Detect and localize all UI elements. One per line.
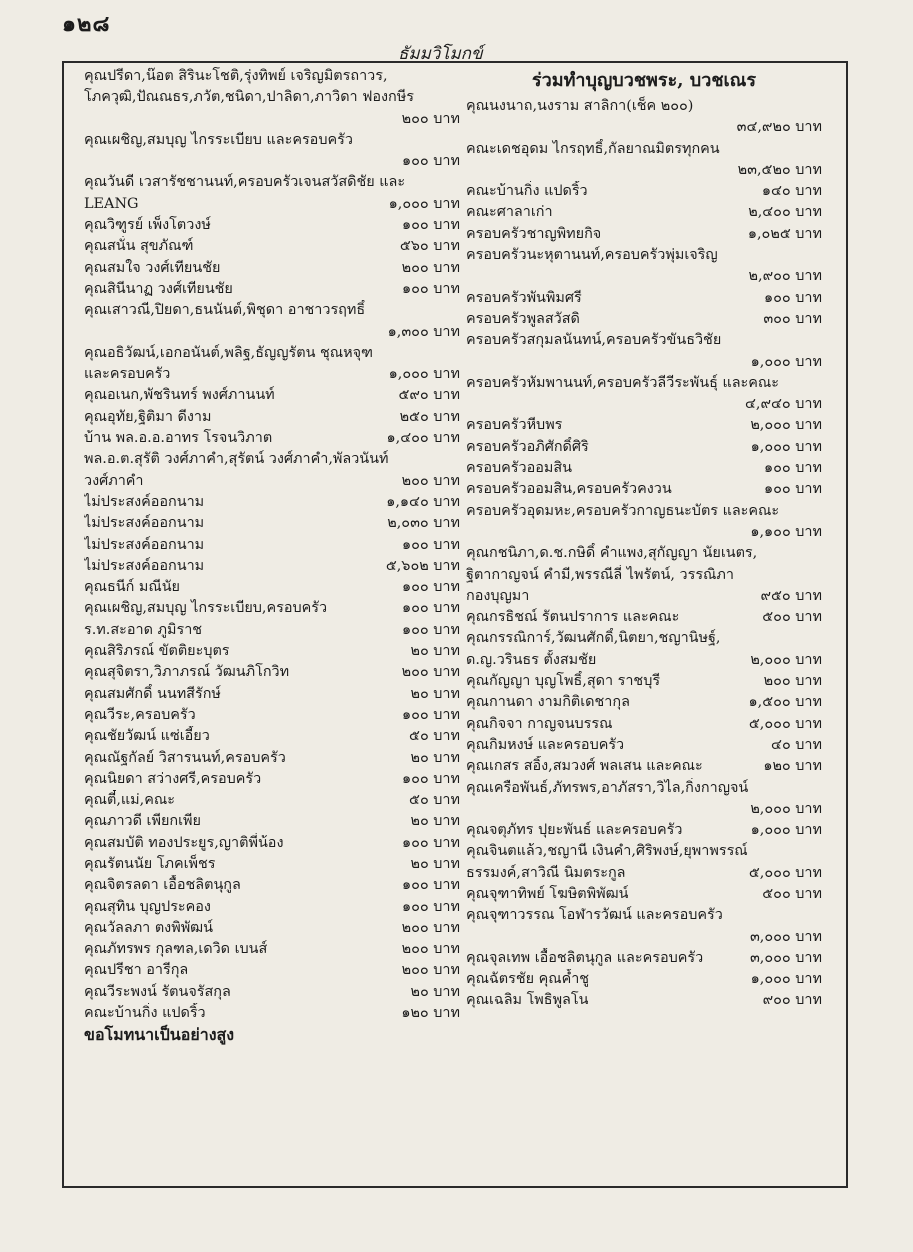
donation-amount: ๕,๖๐๒ บาท	[385, 557, 460, 574]
donor-row	[466, 139, 822, 160]
donation-amount: ๕,๐๐๐ บาท	[748, 715, 822, 732]
donor-row	[84, 726, 460, 747]
page-number: ๑๒๘	[62, 11, 111, 37]
donor-name: คุณกิจจา กาญจนบรรณ	[466, 715, 613, 732]
donor-row	[466, 394, 822, 415]
donation-amount: ๑,๔๐๐ บาท	[386, 430, 460, 447]
donor-row	[84, 1003, 460, 1024]
donation-amount: ๒๐๐ บาท	[401, 259, 460, 276]
donation-amount: ๑๒๐ บาท	[763, 758, 822, 775]
donor-name: คุณวิฑูรย์ เพ็งโตวงษ์	[84, 217, 211, 234]
donation-amount: ๓๔,๙๒๐ บาท	[736, 119, 822, 136]
donor-name: คุณปรีดา,น๊อต สิรินะโชติ,รุ่งทิพย์ เจริญมิตรถาวร,	[84, 68, 388, 84]
donation-amount: ๒๐ บาท	[410, 749, 460, 766]
donor-row	[84, 194, 460, 215]
donor-row	[466, 96, 822, 117]
donor-name: ร.ท.สะอาด ภูมิราช	[84, 621, 203, 638]
donor-name: คุณจิตรลดา เอื้อชลิตนุกูล	[84, 877, 241, 894]
donor-name: คุณสมใจ วงศ์เทียนชัย	[84, 259, 221, 276]
donor-name: โภควุฒิ,ปัณณธร,ภวัต,ชนิดา,ปาลิดา,ภาวิดา ฟองกษีร	[84, 89, 414, 106]
donor-row	[466, 884, 822, 905]
donor-name: คุณจุฑาทิพย์ โฆษิตพิพัฒน์	[466, 885, 629, 902]
donor-row	[466, 841, 822, 862]
donation-amount: ๑๐๐ บาท	[402, 536, 460, 553]
left-donor-column	[84, 66, 460, 1046]
donation-amount: ๒๐ บาท	[410, 813, 460, 830]
donor-name: คุณตี๋,แม่,คณะ	[84, 792, 175, 809]
donor-row	[84, 151, 460, 172]
donor-row	[84, 428, 460, 449]
donor-name: ครอบครัวอุดมหะ,ครอบครัวกาญธนะบัตร และคณะ	[466, 502, 780, 519]
donor-row	[466, 117, 822, 138]
donation-amount: ๒๐๐ บาท	[401, 962, 460, 979]
donation-amount: ๔,๙๔๐ บาท	[745, 396, 822, 413]
donor-name: คุณสนั่น สุขภัณฑ์	[84, 238, 194, 255]
donor-row	[466, 607, 822, 628]
donor-row	[466, 714, 822, 735]
donor-name: ครอบครัวหัมพานนท์,ครอบครัวลีวีระพันธุ์ และคณะ	[466, 374, 779, 391]
donor-name: คุณกชนิภา,ด.ช.กษิดิ์ คำแพง,สุกัญญา นัยเนตร,	[466, 545, 758, 562]
donor-row	[84, 322, 460, 343]
donor-row	[466, 650, 822, 671]
donation-amount: ๑,๐๐๐ บาท	[750, 353, 822, 370]
donation-amount: ๕๐๐ บาท	[762, 609, 822, 626]
donor-name: คุณเผชิญ,สมบุญ ไกรระเบียบ,ครอบครัว	[84, 600, 328, 617]
donation-amount: ๑๐๐ บาท	[402, 834, 460, 851]
donor-name: ครอบครัวพันพิมศรี	[466, 289, 582, 306]
donor-row	[466, 799, 822, 820]
donor-row	[84, 492, 460, 513]
donor-row	[84, 833, 460, 854]
closing-text: ขอโมทนาเป็นอย่างสูง	[84, 1025, 235, 1045]
donor-name: คุณวันดี เวสารัชชานนท์,ครอบครัวเจนสวัสดิชัย และ	[84, 174, 406, 191]
donation-amount: ๑,๓๐๐ บาท	[387, 323, 460, 340]
donation-amount: ๒,๐๐๐ บาท	[750, 417, 822, 434]
donation-amount: ๒,๔๐๐ บาท	[748, 204, 822, 221]
donor-row	[466, 990, 822, 1011]
donation-amount: ๑๐๐ บาท	[402, 280, 460, 297]
donation-amount: ๑๐๐ บาท	[402, 898, 460, 915]
donor-row	[466, 288, 822, 309]
donor-row	[84, 471, 460, 492]
donor-name: คุณฉัตรชัย คุณค้ำชู	[466, 971, 590, 988]
donation-amount: ๑,๑๔๐ บาท	[386, 493, 460, 510]
donor-row	[466, 309, 822, 330]
donor-row	[84, 513, 460, 534]
donation-amount: ๒,๐๐๐ บาท	[750, 800, 822, 817]
donor-row	[84, 982, 460, 1003]
donor-row	[84, 535, 460, 556]
donor-row	[466, 437, 822, 458]
donor-row	[84, 130, 460, 151]
donation-amount: ๑๔๐ บาท	[761, 183, 822, 200]
donor-name: คุณเฉลิม โพธิพูลโน	[466, 992, 589, 1009]
donation-amount: ๙๕๐ บาท	[760, 587, 822, 604]
donor-name: พล.อ.ต.สุรัติ วงศ์ภาคำ,สุรัตน์ วงศ์ภาคำ,พัลวนันท์	[84, 451, 389, 468]
donor-name: ไม่ประสงค์ออกนาม	[84, 515, 205, 532]
donor-name: คณะบ้านกิ่ง แปดริ้ว	[466, 183, 588, 200]
donor-row	[84, 620, 460, 641]
donation-amount: ๑,๐๐๐ บาท	[750, 971, 822, 988]
donor-name: คุณสมศักดิ์ นนทสีรักษ์	[84, 685, 221, 702]
donor-row	[466, 735, 822, 756]
donation-amount: ๑๐๐ บาท	[402, 706, 460, 723]
donor-name: ไม่ประสงค์ออกนาม	[84, 557, 205, 574]
donation-amount: ๒,๐๓๐ บาท	[387, 515, 460, 532]
donation-amount: ๑,๐๐๐ บาท	[388, 195, 460, 212]
donor-name: คุณจตุภัทร ปุยะพันธ์ และครอบครัว	[466, 822, 683, 839]
donor-name: บ้าน พล.อ.อ.อาทร โรจนวิภาต	[84, 430, 273, 447]
donor-name: ครอบครัวพูลสวัสดิ	[466, 310, 580, 327]
donor-row	[84, 215, 460, 236]
donor-row	[84, 769, 460, 790]
donor-name: คุณสุจิตรา,วิภาภรณ์ วัฒนภิโกวิท	[84, 664, 290, 681]
donor-name: คุณอเนก,พัชรินทร์ พงศ์ภานนท์	[84, 387, 275, 404]
donor-row	[466, 224, 822, 245]
donor-row	[466, 458, 822, 479]
donor-name: LEANG	[84, 195, 139, 212]
donor-name: ครอบครัวหีบพร	[466, 417, 563, 434]
donor-name: คุณนิยดา สว่างศรี,ครอบครัว	[84, 770, 262, 787]
donor-name: คณะศาลาเก่า	[466, 204, 553, 221]
donation-amount: ๑,๐๒๕ บาท	[747, 225, 822, 242]
donor-row	[84, 684, 460, 705]
donation-amount: ๒๐๐ บาท	[401, 941, 460, 958]
donor-name: กองบุญมา	[466, 587, 530, 604]
donor-row	[84, 811, 460, 832]
donation-amount: ๒๕๐ บาท	[399, 408, 460, 425]
donation-amount: ๕,๐๐๐ บาท	[748, 864, 822, 881]
donor-name: ครอบครัวนะหุตานนท์,ครอบครัวพุ่มเจริญ	[466, 247, 718, 264]
donor-row	[466, 969, 822, 990]
donor-row	[466, 352, 822, 373]
donor-name: คุณปรีชา อารีกุล	[84, 962, 189, 979]
donor-name: ครอบครัวออมสิน,ครอบครัวคงวน	[466, 481, 672, 498]
donation-amount: ๑,๐๐๐ บาท	[750, 438, 822, 455]
donation-amount: ๕๐ บาท	[409, 728, 460, 745]
donor-row	[84, 258, 460, 279]
donation-amount: ๑,๕๐๐ บาท	[748, 694, 822, 711]
donor-name: คุณธนีก์ มณีนัย	[84, 579, 180, 596]
donor-row	[84, 66, 460, 87]
donor-name: คุณกิมหงษ์ และครอบครัว	[466, 736, 625, 753]
donation-amount: ๑๐๐ บาท	[764, 460, 822, 477]
donor-row	[466, 628, 822, 649]
donor-row	[466, 927, 822, 948]
donor-row	[466, 501, 822, 522]
donation-amount: ๓,๐๐๐ บาท	[749, 949, 822, 966]
donation-amount: ๑๐๐ บาท	[402, 217, 460, 234]
donor-name: คณะเดชอุดม ไกรฤทธิ์,กัลยาณมิตรทุกคน	[466, 140, 720, 157]
donor-row	[466, 756, 822, 777]
donor-row	[84, 875, 460, 896]
donor-row	[84, 918, 460, 939]
donor-name: คุณชัยวัฒน์ แซ่เอี้ยว	[84, 728, 210, 745]
donor-name: ครอบครัวชาญพิทยกิจ	[466, 225, 602, 242]
donor-row	[466, 330, 822, 351]
donor-name: คุณอธิวัฒน์,เอกอนันต์,พลิฐ,ธัญญรัตน ชุณหจุฑ	[84, 344, 374, 361]
donor-name: คุณจินตแล้ว,ชญานี เงินคำ,ศิริพงษ์,ยุพาพรรณ์	[466, 843, 748, 860]
donor-row	[84, 662, 460, 683]
donor-name: คุณเผชิญ,สมบุญ ไกรระเบียบ และครอบครัว	[84, 131, 353, 148]
donation-amount: ๒๐ บาท	[410, 855, 460, 872]
donation-amount: ๒๐ บาท	[410, 983, 460, 1000]
donor-row	[466, 565, 822, 586]
donor-row	[466, 522, 822, 543]
donation-amount: ๕๐๐ บาท	[762, 885, 822, 902]
donor-row	[84, 87, 460, 108]
donation-amount: ๑,๐๐๐ บาท	[388, 366, 460, 383]
donor-row	[466, 671, 822, 692]
donor-name: ครอบครัวสกุมลนันทน์,ครอบครัวขันธวิชัย	[466, 332, 722, 349]
donor-row	[466, 863, 822, 884]
donor-row	[466, 586, 822, 607]
donation-amount: ๑๐๐ บาท	[764, 481, 822, 498]
donor-name: ฐิตากาญจน์ คำมี,พรรณีลี่ ไพรัตน์, วรรณิภา	[466, 566, 734, 583]
donation-amount: ๒๐๐ บาท	[401, 919, 460, 936]
donor-row	[466, 905, 822, 926]
donor-name: คณะบ้านกิ่ง แปดริ้ว	[84, 1005, 206, 1022]
donor-row	[84, 279, 460, 300]
donor-row	[84, 641, 460, 662]
donor-name: คุณรัตนนัย โภคเพ็ชร	[84, 855, 216, 872]
donor-name: ด.ญ.วรินธร ตั้งสมชัย	[466, 651, 597, 668]
donor-row	[84, 897, 460, 918]
donor-row	[84, 960, 460, 981]
donor-name: คุณเครือพันธ์,ภัทรพร,อาภัสรา,วิไล,กิ่งกาญจน์	[466, 779, 749, 796]
donor-row	[466, 479, 822, 500]
donor-name: วงศ์ภาคำ	[84, 472, 144, 489]
donation-amount: ๑๐๐ บาท	[402, 770, 460, 787]
donation-amount: ๒๓,๕๒๐ บาท	[737, 161, 822, 178]
donor-name: ธรรมงค์,สาวิณี นิมตระกูล	[466, 864, 626, 881]
donation-amount: ๒๐๐ บาท	[401, 664, 460, 681]
donation-amount: ๑,๐๐๐ บาท	[750, 822, 822, 839]
donation-amount: ๑๐๐ บาท	[402, 621, 460, 638]
donation-amount: ๕๙๐ บาท	[398, 387, 460, 404]
donor-name: คุณกรรณิการ์,วัฒนศักดิ์,นิตยา,ชญานิษฐ์,	[466, 630, 721, 647]
donor-row	[466, 181, 822, 202]
donor-row	[466, 543, 822, 564]
donor-row	[84, 854, 460, 875]
running-title: ธัมมวิโมกข์	[398, 44, 483, 64]
donation-amount: ๒๐ บาท	[410, 685, 460, 702]
donation-amount: ๒,๐๐๐ บาท	[750, 651, 822, 668]
donor-row	[84, 449, 460, 470]
section-title: ร่วมทำบุญบวชพระ, บวชเณร	[531, 70, 757, 91]
donor-name: คุณสมบัติ ทองประยูร,ญาติพี่น้อง	[84, 834, 284, 851]
donor-name: คุณณัฐกัลย์ วิสารนนท์,ครอบครัว	[84, 749, 286, 766]
donor-row	[466, 266, 822, 287]
donor-name: คุณวีระ,ครอบครัว	[84, 706, 196, 723]
donor-name: คุณวีระพงน์ รัตนจรัสกุล	[84, 983, 231, 1000]
donation-amount: ๒,๙๐๐ บาท	[748, 268, 822, 285]
donor-name: คุณกานดา งามกิติเดชากุล	[466, 694, 630, 711]
donor-name: ครอบครัวออมสิน	[466, 460, 572, 477]
donor-name: คุณเกสร สอิ้ง,สมวงศ์ พลเสน และคณะ	[466, 758, 703, 775]
donor-name: ครอบครัวอภิศักดิ์ศิริ	[466, 438, 589, 455]
donation-amount: ๕๖๐ บาท	[399, 238, 460, 255]
donation-amount: ๒๐๐ บาท	[763, 673, 822, 690]
donor-row	[466, 373, 822, 394]
donor-row	[84, 109, 460, 130]
donor-row	[466, 245, 822, 266]
right-donor-column	[466, 66, 822, 1012]
donation-amount: ๑๐๐ บาท	[402, 153, 460, 170]
donor-name: คุณสินีนาฏ วงศ์เทียนชัย	[84, 280, 233, 297]
donor-name: คุณจุลเทพ เอื้อชลิตนุกูล และครอบครัว	[466, 949, 704, 966]
donor-row	[466, 820, 822, 841]
donor-row	[84, 598, 460, 619]
donor-name: คุณกรธิชณ์ รัตนปราการ และคณะ	[466, 609, 680, 626]
donor-row	[84, 407, 460, 428]
donor-name: คุณอุทัย,ฐิติมา ดีงาม	[84, 408, 212, 425]
donation-amount: ๑๒๐ บาท	[401, 1005, 460, 1022]
donor-name: คุณวัลลภา ตงพิพัฒน์	[84, 919, 214, 936]
donation-amount: ๔๐ บาท	[771, 736, 822, 753]
donor-row	[84, 705, 460, 726]
donor-row	[84, 343, 460, 364]
donor-row	[466, 692, 822, 713]
donor-row	[84, 385, 460, 406]
donor-name: คุณสิริภรณ์ ขัตติยะบุตร	[84, 643, 230, 660]
donor-row	[84, 748, 460, 769]
donation-amount: ๑๐๐ บาท	[402, 600, 460, 617]
donation-amount: ๑๐๐ บาท	[402, 579, 460, 596]
donor-row	[84, 556, 460, 577]
donation-amount: ๑๐๐ บาท	[764, 289, 822, 306]
donor-name: ไม่ประสงค์ออกนาม	[84, 493, 205, 510]
donor-row	[466, 415, 822, 436]
donor-row	[84, 236, 460, 257]
donation-amount: ๒๐๐ บาท	[401, 472, 460, 489]
donor-name: คุณเสาวณี,ปิยดา,ธนนันต์,พิชุดา อาชาวรฤทธิ์	[84, 302, 366, 319]
donation-amount: ๑,๑๐๐ บาท	[750, 523, 822, 540]
donor-name: คุณจุฑาวรรณ โอฬารวัฒน์ และครอบครัว	[466, 907, 723, 924]
donation-amount: ๓,๐๐๐ บาท	[749, 928, 822, 945]
donor-name: คุณภาวดี เพียกเพีย	[84, 813, 201, 830]
donation-amount: ๑๐๐ บาท	[402, 877, 460, 894]
donor-row	[84, 790, 460, 811]
donor-row	[466, 778, 822, 799]
donor-name: และครอบครัว	[84, 366, 171, 383]
donor-row	[466, 948, 822, 969]
donor-row	[84, 939, 460, 960]
donor-row	[466, 202, 822, 223]
donation-amount: ๒๐๐ บาท	[401, 110, 460, 127]
donation-amount: ๙๐๐ บาท	[762, 992, 822, 1009]
donation-amount: ๕๐ บาท	[409, 792, 460, 809]
donor-row	[84, 300, 460, 321]
donor-name: คุณภัทรพร กุลฑล,เดวิด เบนส์	[84, 941, 268, 958]
donor-name: คุณกัญญา บุญโพธิ์,สุดา ราชบุรี	[466, 673, 661, 690]
donor-name: คุณสุทิน บุญประคอง	[84, 898, 211, 915]
donor-row	[466, 160, 822, 181]
donor-name: ไม่ประสงค์ออกนาม	[84, 536, 205, 553]
donation-amount: ๓๐๐ บาท	[763, 310, 822, 327]
donation-amount: ๒๐ บาท	[410, 643, 460, 660]
donor-row	[84, 172, 460, 193]
donor-row	[84, 364, 460, 385]
donor-name: คุณนงนาถ,นงราม สาลิกา(เช็ค ๒๐๐)	[466, 98, 694, 114]
donor-row	[84, 577, 460, 598]
